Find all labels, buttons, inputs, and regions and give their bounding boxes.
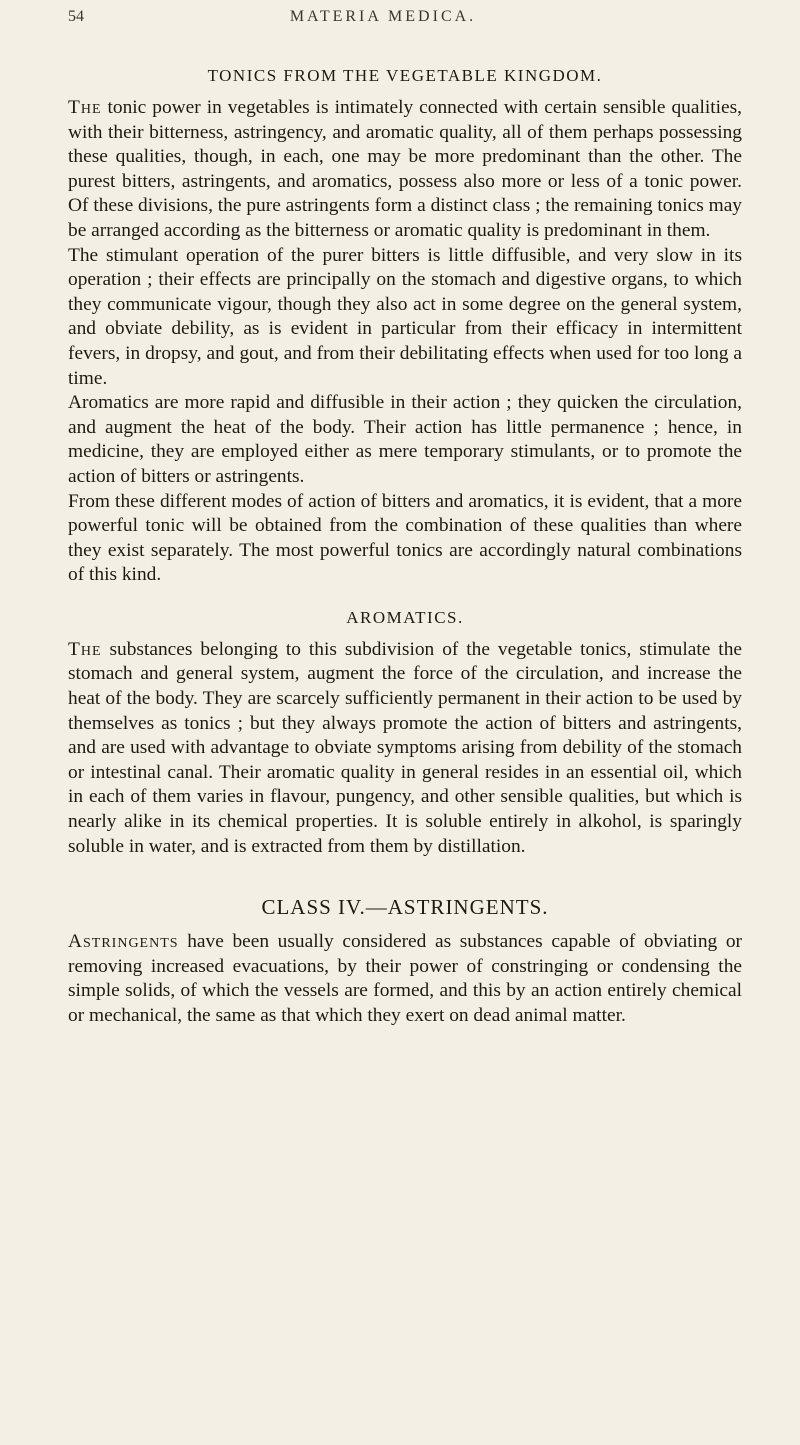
lead-word: Astringents xyxy=(68,931,179,953)
paragraph-text: The stimulant operation of the purer bitters is little diffusible, and very slow in its operation ; their effects are principally on the stomach and digestive organs, to which they communicate vigour, though they also act in some degree on the general system, and obviate debility, as is evident in particular from their efficacy in intermittent fevers, in dropsy, and gout, and from their debilitating effects when used for too long a time. xyxy=(68,244,742,389)
paragraph xyxy=(68,930,742,1028)
paragraph-text: substances belonging to this subdivision of the vegetable tonics, stimulate the stomach and general system, augment the force of the circulation, and increase the heat of the body. They are scarcely sufficiently permanent in their action to be used by themselves as tonics ; but they always promote the action of bitters and astringents, and are used with advantage to obviate symptoms arising from debility of the stomach or intestinal canal. Their aromatic quality in general resides in an essential oil, which in each of them varies in flavour, pungency, and other sensible qualities, but which is nearly alike in its chemical properties. It is soluble entirely in alkohol, is sparingly soluble in water, and is extracted from them by distillation. xyxy=(68,638,742,857)
lead-word: The xyxy=(68,97,102,118)
running-title: MATERIA MEDICA. xyxy=(289,8,477,25)
paragraph xyxy=(68,96,742,244)
paragraph-text: From these different modes of action of bitters and aromatics, it is evident, that a more powerful tonic will be obtained from the combination of these qualities than where they exist separately. The most powerful tonics are accordingly natural combinations of this kind. xyxy=(68,490,742,586)
section-heading-tonics: TONICS FROM THE VEGETABLE KINGDOM. xyxy=(207,66,603,85)
page-number: 54 xyxy=(68,8,84,25)
running-head xyxy=(68,8,742,48)
paragraph xyxy=(68,490,742,588)
section-heading-astringents: CLASS IV.—ASTRINGENTS. xyxy=(261,895,549,920)
paragraph-text: tonic power in vegetables is intimately connected with certain sensible qualities, with their bitterness, astringency, and aromatic quality, all of them perhaps possessing these qualities, though, in each, one may be more predominant than the other. The purest bitters, astringents, and aromatics, possess also more or less of a tonic power. Of these divisions, the pure astringents form a distinct class ; the remaining tonics may be arranged according as the bitterness or aromatic quality is predominant in them. xyxy=(68,97,742,241)
paragraph-text: have been usually considered as substances capable of obviating or removing increased evacuations, by their power of constringing or condensing the simple solids, of which the vessels are formed, and this by an action entirely chemical or mechanical, the same as that which they exert on dead animal matter. xyxy=(68,931,742,1026)
paragraph-text: Aromatics are more rapid and diffusible in their action ; they quicken the circulation, and augment the heat of the body. Their action has little permanence ; hence, in medicine, they are employed either as mere temporary stimulants, or to promote the action of bitters or astringents. xyxy=(68,392,742,487)
section-heading-aromatics: AROMATICS. xyxy=(346,607,464,627)
lead-word: The xyxy=(68,638,102,660)
paragraph xyxy=(68,638,742,859)
paragraph xyxy=(68,244,742,392)
paragraph xyxy=(68,391,742,489)
